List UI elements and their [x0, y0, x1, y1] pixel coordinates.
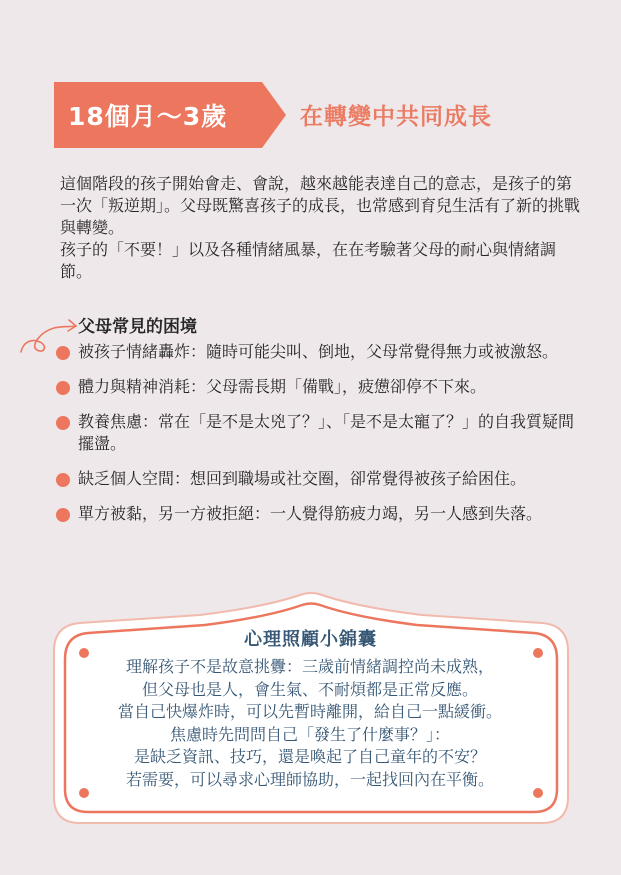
- bullet-dot-icon: [56, 473, 70, 487]
- list-item-text: 教養焦慮：常在「是不是太兇了？」、「是不是太寵了？」的自我質疑間擺盪。: [78, 412, 575, 453]
- tips-line: 焦慮時先問問自己「發生了什麼事？」：: [169, 724, 450, 744]
- tips-body: [80, 656, 540, 791]
- tips-line: 但父母也是人，會生氣、不耐煩都是正常反應。: [141, 679, 478, 699]
- tips-line: 若需要，可以尋求心理師協助，一起找回內在平衡。: [125, 769, 494, 789]
- list-item: [56, 341, 576, 363]
- list-item-text: 單方被黏，另一方被拒絕：一人覺得筋疲力竭，另一人感到失落。: [78, 504, 543, 523]
- bullet-dot-icon: [56, 416, 70, 430]
- difficulties-list: [56, 341, 576, 538]
- intro-paragraph-1: 這個階段的孩子開始會走、會說，越來越能表達自己的意志，是孩子的第一次「叛逆期」。父母既驚喜孩子的成長，也常感到育兒生活有了新的挑戰與轉變。: [60, 174, 581, 237]
- tips-line: 理解孩子不是故意挑釁：三歲前情緒調控尚未成熟，: [125, 657, 494, 676]
- list-item-text: 缺乏個人空間：想回到職場或社交圈，卻常覺得被孩子給困住。: [78, 469, 527, 488]
- bullet-dot-icon: [56, 508, 70, 522]
- page-subtitle: 在轉變中共同成長: [300, 104, 492, 130]
- age-range-label: 18個月～3歲: [68, 102, 228, 131]
- list-item-text: 體力與精神消耗：父母需長期「備戰」，疲憊卻停不下來。: [78, 377, 487, 396]
- list-item: [56, 503, 576, 525]
- list-item: [56, 411, 576, 455]
- intro-paragraph-2: 孩子的「不要！」以及各種情緒風暴，在在考驗著父母的耐心與情緒調節。: [60, 240, 557, 281]
- age-range-banner: [54, 82, 286, 148]
- intro-text: [60, 173, 580, 283]
- bullet-dot-icon: [56, 346, 70, 360]
- tips-line: 是缺乏資訊、技巧，還是喚起了自己童年的不安？: [133, 747, 486, 766]
- tips-title: 心理照顧小錦囊: [244, 629, 377, 650]
- tips-line: 當自己快爆炸時，可以先暫時離開，給自己一點緩衝。: [117, 702, 502, 721]
- bullet-dot-icon: [56, 381, 70, 395]
- list-item: [56, 376, 576, 398]
- list-item-text: 被孩子情緒轟炸：隨時可能尖叫、倒地，父母常覺得無力或被激怒。: [78, 342, 559, 361]
- list-item: [56, 468, 576, 490]
- difficulties-title: 父母常見的困境: [78, 317, 197, 337]
